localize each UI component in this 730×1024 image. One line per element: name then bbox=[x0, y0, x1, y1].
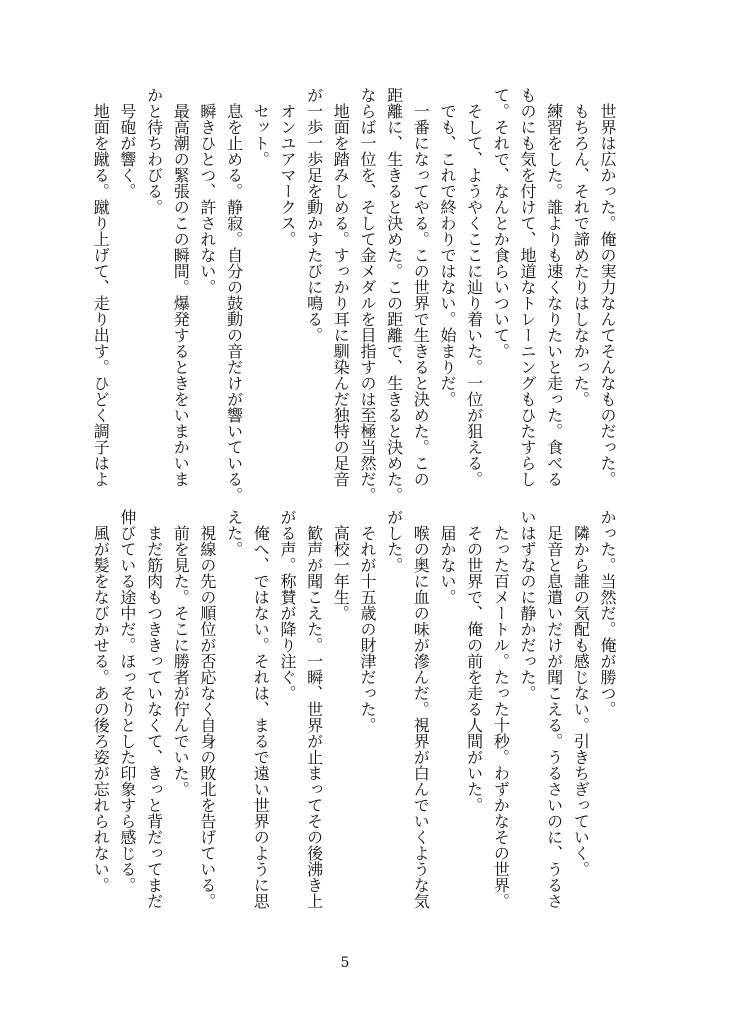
text-line: 高校一年生。 bbox=[331, 525, 351, 621]
text-line: 俺へ、ではない。それは、まるで遠い世界のように思 bbox=[251, 525, 271, 909]
text-line: 号砲が響く。 bbox=[117, 103, 137, 199]
text-line: て。それで、なんとか食らいついて。 bbox=[491, 87, 511, 359]
text-line: まだ筋肉もつききっていなくて、きっと背だってまだ bbox=[144, 525, 164, 909]
text-line: が一歩一歩足を動かすたびに鳴る。 bbox=[304, 87, 324, 343]
text-line: 息を止める。静寂。自分の鼓動の音だけが響いている。 bbox=[224, 103, 244, 503]
lower-text-block bbox=[86, 509, 620, 909]
text-line: たった百メートル。たった十秒。わずかなその世界。 bbox=[491, 525, 511, 909]
page-number: 5 bbox=[340, 955, 350, 971]
text-line: ならば一位を、そして金メダルを目指すのは至極当然だ。 bbox=[357, 87, 377, 503]
text-line: いはずなのに静かだった。 bbox=[517, 509, 537, 701]
upper-text-block bbox=[86, 87, 620, 503]
text-line: 練習をした。誰よりも速くなりたいと走った。食べる bbox=[544, 103, 564, 487]
text-line: そして、ようやくここに辿り着いた。一位が狙える。 bbox=[464, 103, 484, 487]
text-line: 距離に、生きると決めた。この距離で、生きると決めた。 bbox=[384, 87, 404, 503]
text-line: 届かない。 bbox=[437, 525, 457, 605]
text-line: 喉の奥に血の味が滲んだ。視界が白んでいくような気 bbox=[411, 525, 431, 909]
text-line: がる声。称賛が降り注ぐ。 bbox=[277, 509, 297, 701]
text-line: 隣から誰の気配も感じない。引きちぎっていく。 bbox=[571, 525, 591, 877]
text-line: 地面を踏みしめる。すっかり耳に馴染んだ独特の足音 bbox=[331, 103, 351, 487]
text-line: 一番になってやる。この世界で生きると決めた。この bbox=[411, 103, 431, 487]
text-line: かと待ちわびる。 bbox=[144, 87, 164, 215]
text-line: セット。 bbox=[251, 103, 271, 167]
text-line: 視線の先の順位が否応なく自身の敗北を告げている。 bbox=[197, 525, 217, 909]
text-line: でも、これで終わりではない。始まりだ。 bbox=[437, 103, 457, 407]
text-line: 伸びている途中だ。ほっそりとした印象すら感じる。 bbox=[117, 509, 137, 893]
text-line: それが十五歳の財津だった。 bbox=[357, 525, 377, 733]
text-line: もちろん、それで諦めたりはしなかった。 bbox=[571, 103, 591, 407]
text-line: 地面を蹴る。蹴り上げて、走り出す。ひどく調子はよ bbox=[91, 103, 111, 487]
text-line: 最高潮の緊張のこの瞬間。爆発するときをいまかいま bbox=[171, 103, 191, 487]
text-line: がした。 bbox=[384, 509, 404, 573]
text-line: 前を見た。そこに勝者が佇んでいた。 bbox=[171, 525, 191, 797]
text-line: 世界は広かった。俺の実力なんてそんなものだった。 bbox=[598, 103, 617, 487]
text-line: その世界で、俺の前を走る人間がいた。 bbox=[464, 525, 484, 813]
text-line: 風が髪をなびかせる。あの後ろ姿が忘れられない。 bbox=[91, 525, 111, 893]
text-line: 歓声が聞こえた。一瞬、世界が止まってその後沸き上 bbox=[304, 525, 324, 909]
text-line: オンユアマークス。 bbox=[277, 103, 297, 247]
text-line: 瞬きひとつ、許されない。 bbox=[197, 103, 217, 295]
text-line: かった。当然だ。俺が勝つ。 bbox=[598, 509, 617, 717]
text-line: ものにも気を付けて、地道なトレーニングもひたすらし bbox=[517, 87, 537, 487]
text-line: えた。 bbox=[224, 509, 244, 557]
text-line: 足音と息遣いだけが聞こえる。うるさいのに、うるさ bbox=[544, 525, 564, 909]
